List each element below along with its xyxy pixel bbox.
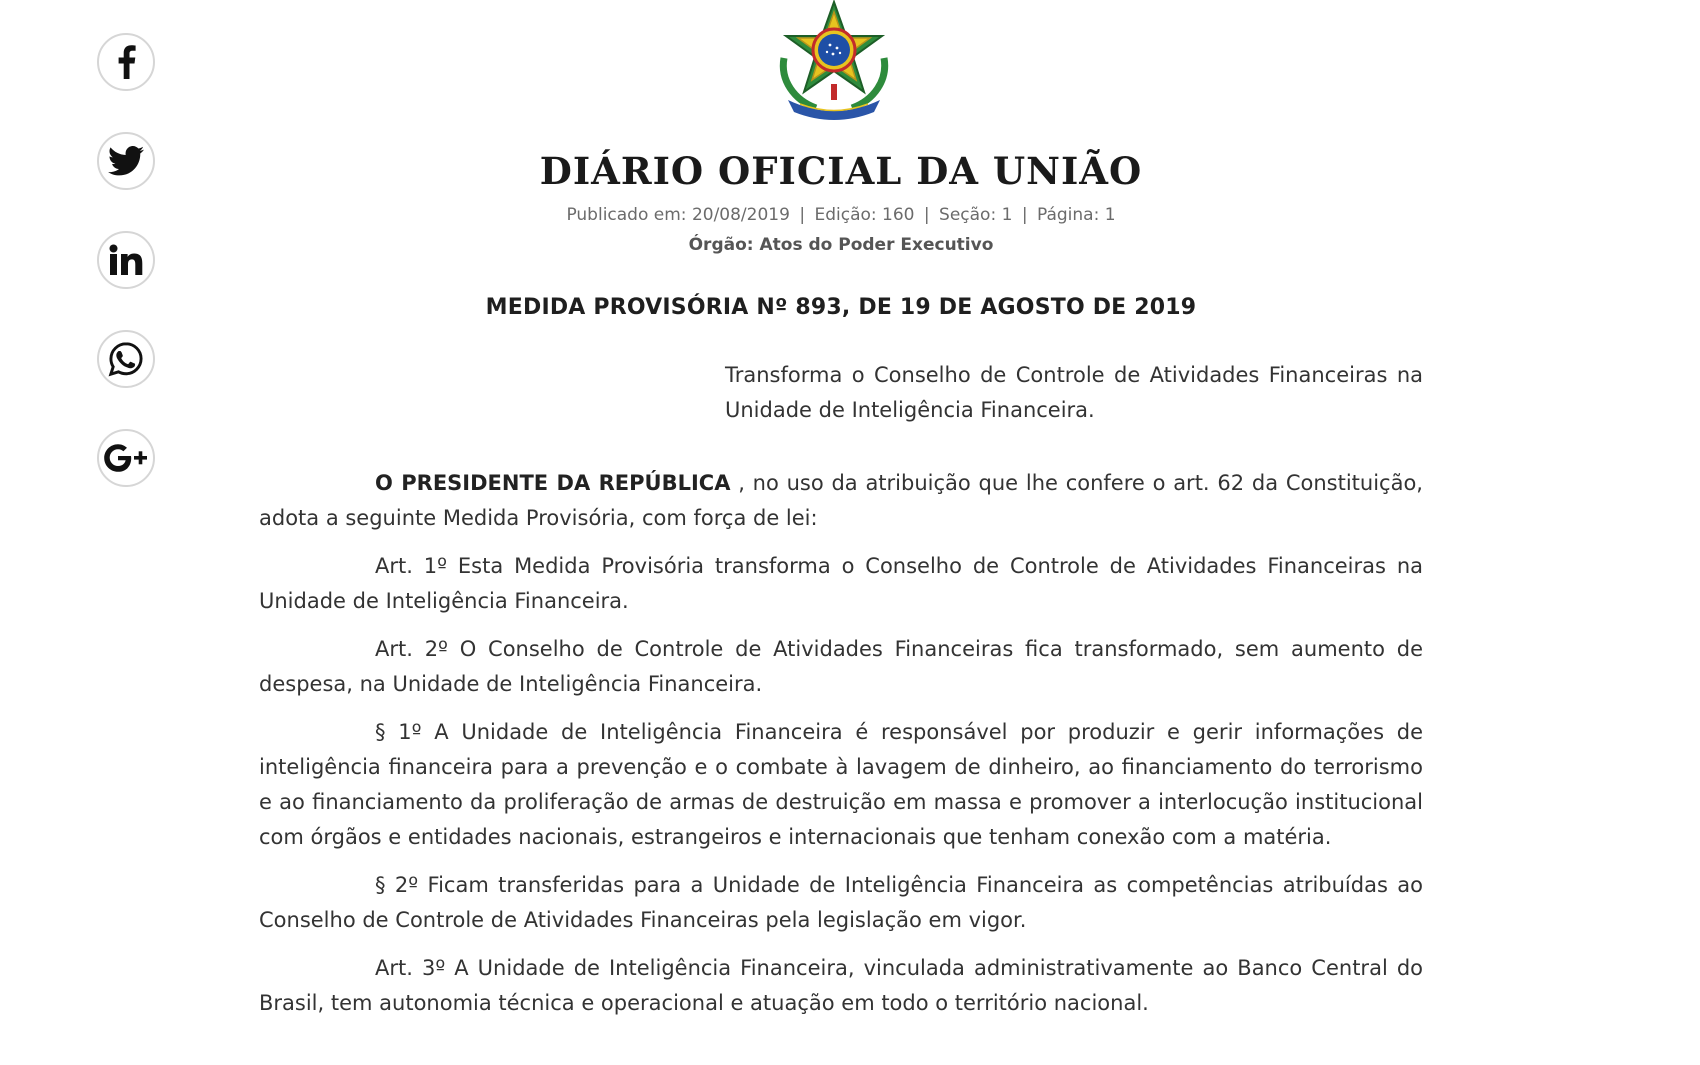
preamble-bold: O PRESIDENTE DA REPÚBLICA (375, 470, 731, 495)
published-date: 20/08/2019 (691, 204, 790, 225)
share-bar (97, 33, 159, 487)
page-number: 1 (1104, 204, 1116, 225)
preamble-paragraph (259, 466, 1423, 536)
article-3-paragraph: Art. 3º A Unidade de Inteligência Financeira, vinculada administrativamente ao Banco Central do Brasil, tem autonomia técnica e operacional e atuação em todo o território nacional. (259, 955, 1423, 1015)
section-label: Seção: (939, 204, 997, 225)
linkedin-share-button[interactable] (97, 231, 155, 289)
edition-number: 160 (882, 204, 915, 225)
facebook-share-button[interactable] (97, 33, 155, 91)
article-2-section-2-paragraph: § 2º Ficam transferidas para a Unidade de Inteligência Financeira as competências atribuídas ao Conselho de Controle de Atividades Financeiras pela legislação em vigor. (259, 872, 1423, 932)
linkedin-icon (109, 244, 143, 276)
journal-title: DIÁRIO OFICIAL DA UNIÃO (539, 149, 1143, 193)
article-2-section-1-paragraph: § 1º A Unidade de Inteligência Financeira é responsável por produzir e gerir informações de inteligência financeira para a prevenção e o combate à lavagem de dinheiro, ao financiamento do terrorismo e ao financiamento da proliferação de armas de destruição em massa e promover a interlocução institucional com órgãos e entidades nacionais, estrangeiros e internacionais que tenham conexão com a matéria. (259, 719, 1423, 849)
edition-label: Edição: (814, 204, 877, 225)
google-plus-share-button[interactable] (97, 429, 155, 487)
published-label: Publicado em: (566, 204, 687, 225)
facebook-icon (115, 45, 137, 79)
article-1-paragraph: Art. 1º Esta Medida Provisória transforma o Conselho de Controle de Atividades Financeiras na Unidade de Inteligência Financeira. (259, 553, 1423, 613)
whatsapp-icon (108, 341, 144, 377)
organ-label: Órgão: Atos do Poder Executivo (688, 234, 994, 255)
whatsapp-share-button[interactable] (97, 330, 155, 388)
document-content (259, 140, 1423, 1021)
article-2-paragraph: Art. 2º O Conselho de Controle de Atividades Financeiras fica transformado, sem aumento de despesa, na Unidade de Inteligência Financeira. (259, 636, 1423, 696)
preamble-text: , no uso da atribuição que lhe confere o art. 62 da Constituição, adota a seguinte Medida Provisória, com força de lei: (259, 470, 1423, 530)
twitter-share-button[interactable] (97, 132, 155, 190)
publication-meta: Publicado em: 20/08/2019 | Edição: 160 | Seção: 1 | Página: 1 (566, 204, 1116, 225)
brazil-coat-of-arms-icon (770, 0, 898, 122)
act-title: MEDIDA PROVISÓRIA Nº 893, DE 19 DE AGOSTO DE 2019 (485, 294, 1197, 320)
act-ementa: Transforma o Conselho de Controle de Atividades Financeiras na Unidade de Inteligência Financeira. (725, 362, 1423, 422)
twitter-icon (108, 146, 144, 176)
google-plus-icon (104, 443, 148, 473)
page-label: Página: (1036, 204, 1100, 225)
section-number: 1 (1001, 204, 1013, 225)
